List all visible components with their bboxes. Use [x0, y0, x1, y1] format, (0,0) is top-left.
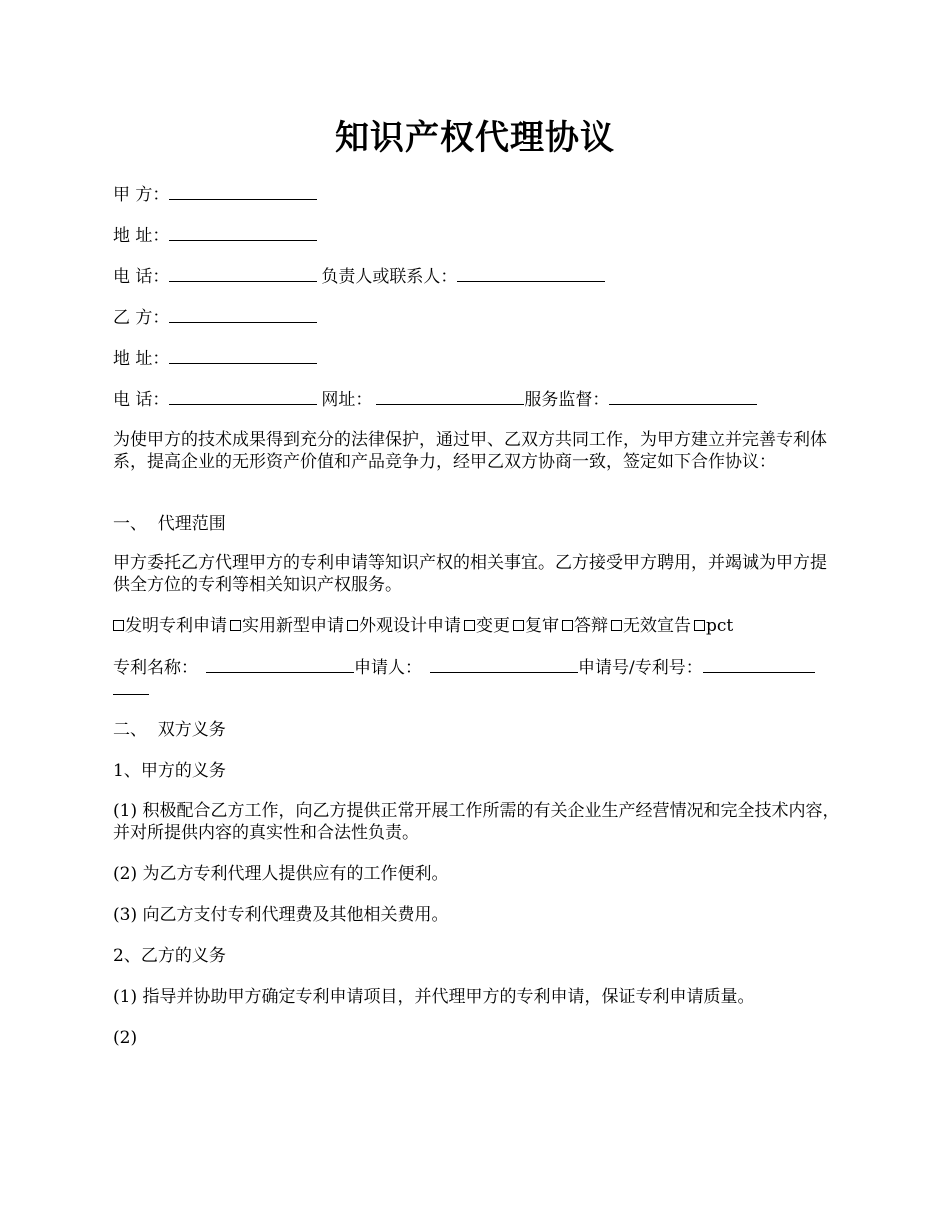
- checkbox-invention[interactable]: [113, 620, 124, 631]
- party-b-website-label: 网址：: [321, 390, 373, 410]
- party-a-duty-1: (1) 积极配合乙方工作，向乙方提供正常开展工作所需的有关企业生产经营情况和完全技术内容，并对所提供内容的真实性和合法性负责。: [113, 801, 840, 843]
- checkbox-response[interactable]: [562, 620, 573, 631]
- checkbox-pct[interactable]: [694, 620, 705, 631]
- app-no-blank-continuation: [113, 678, 843, 701]
- patent-info-row: [113, 656, 843, 679]
- checkbox-reexamination[interactable]: [513, 620, 524, 631]
- party-a-phone-label: 电 话：: [113, 267, 170, 287]
- party-b-blank[interactable]: [169, 306, 317, 323]
- party-b-address-label: 地 址：: [113, 349, 170, 369]
- party-b-phone-blank[interactable]: [169, 388, 317, 405]
- party-b-phone-row: [113, 388, 843, 411]
- party-a-blank[interactable]: [169, 183, 317, 200]
- party-b-supervisor-label: 服务监督：: [524, 390, 610, 410]
- app-no-blank[interactable]: [703, 656, 815, 673]
- party-b-label: 乙 方：: [113, 308, 170, 328]
- checkbox-invalidation[interactable]: [611, 620, 622, 631]
- patent-name-blank[interactable]: [206, 656, 354, 673]
- section1-paragraph: 甲方委托乙方代理甲方的专利申请等知识产权的相关事宜。乙方接受甲方聘用，并竭诚为甲方提供全方位的专利等相关知识产权服务。: [113, 553, 827, 595]
- section2-heading: 二、 双方义务: [113, 720, 226, 740]
- option-utility-model-label: 实用新型申请: [242, 616, 344, 636]
- app-no-blank-wrap[interactable]: [113, 678, 149, 695]
- party-a-duties-heading: 1、甲方的义务: [113, 761, 226, 781]
- party-a-label: 甲 方：: [113, 185, 170, 205]
- party-b-duty-1: (1) 指导并协助甲方确定专利申请项目，并代理甲方的专利申请，保证专利申请质量。: [113, 987, 755, 1007]
- party-a-name-row: [113, 183, 843, 206]
- checkbox-design[interactable]: [347, 620, 358, 631]
- option-invention-label: 发明专利申请: [125, 616, 227, 636]
- party-b-address-row: [113, 347, 843, 370]
- party-a-contact-blank[interactable]: [457, 265, 605, 282]
- checkbox-utility-model[interactable]: [230, 620, 241, 631]
- party-b-name-row: [113, 306, 843, 329]
- applicant-label: 申请人：: [354, 658, 422, 678]
- app-no-label: 申请号/专利号：: [578, 658, 703, 678]
- service-options-row: [113, 615, 843, 637]
- option-reexamination-label: 复审: [525, 616, 559, 636]
- party-b-phone-label: 电 话：: [113, 390, 170, 410]
- checkbox-change[interactable]: [464, 620, 475, 631]
- party-a-phone-row: [113, 265, 843, 288]
- option-design-label: 外观设计申请: [359, 616, 461, 636]
- party-a-duty-2: (2) 为乙方专利代理人提供应有的工作便利。: [113, 864, 449, 884]
- option-invalidation-label: 无效宣告: [623, 616, 691, 636]
- party-a-address-blank[interactable]: [169, 224, 317, 241]
- option-change-label: 变更: [476, 616, 510, 636]
- party-b-duties-heading: 2、乙方的义务: [113, 946, 226, 966]
- party-b-duty-2: (2): [113, 1028, 138, 1048]
- party-a-address-row: [113, 224, 843, 247]
- intro-paragraph: 为使甲方的技术成果得到充分的法律保护，通过甲、乙双方共同工作，为甲方建立并完善专利体系，提高企业的无形资产价值和产品竞争力，经甲乙双方协商一致，签定如下合作协议：: [113, 430, 827, 472]
- party-b-website-blank[interactable]: [376, 388, 524, 405]
- option-pct-label: pct: [706, 616, 734, 636]
- party-b-supervisor-blank[interactable]: [609, 388, 757, 405]
- applicant-blank[interactable]: [430, 656, 578, 673]
- party-a-duty-3: (3) 向乙方支付专利代理费及其他相关费用。: [113, 905, 449, 925]
- section1-heading: 一、 代理范围: [113, 514, 226, 534]
- patent-name-label: 专利名称：: [113, 658, 198, 678]
- document-title: 知识产权代理协议: [335, 118, 615, 158]
- party-a-contact-label: 负责人或联系人：: [321, 267, 458, 287]
- party-a-phone-blank[interactable]: [169, 265, 317, 282]
- party-a-address-label: 地 址：: [113, 226, 170, 246]
- party-b-address-blank[interactable]: [169, 347, 317, 364]
- option-response-label: 答辩: [574, 616, 608, 636]
